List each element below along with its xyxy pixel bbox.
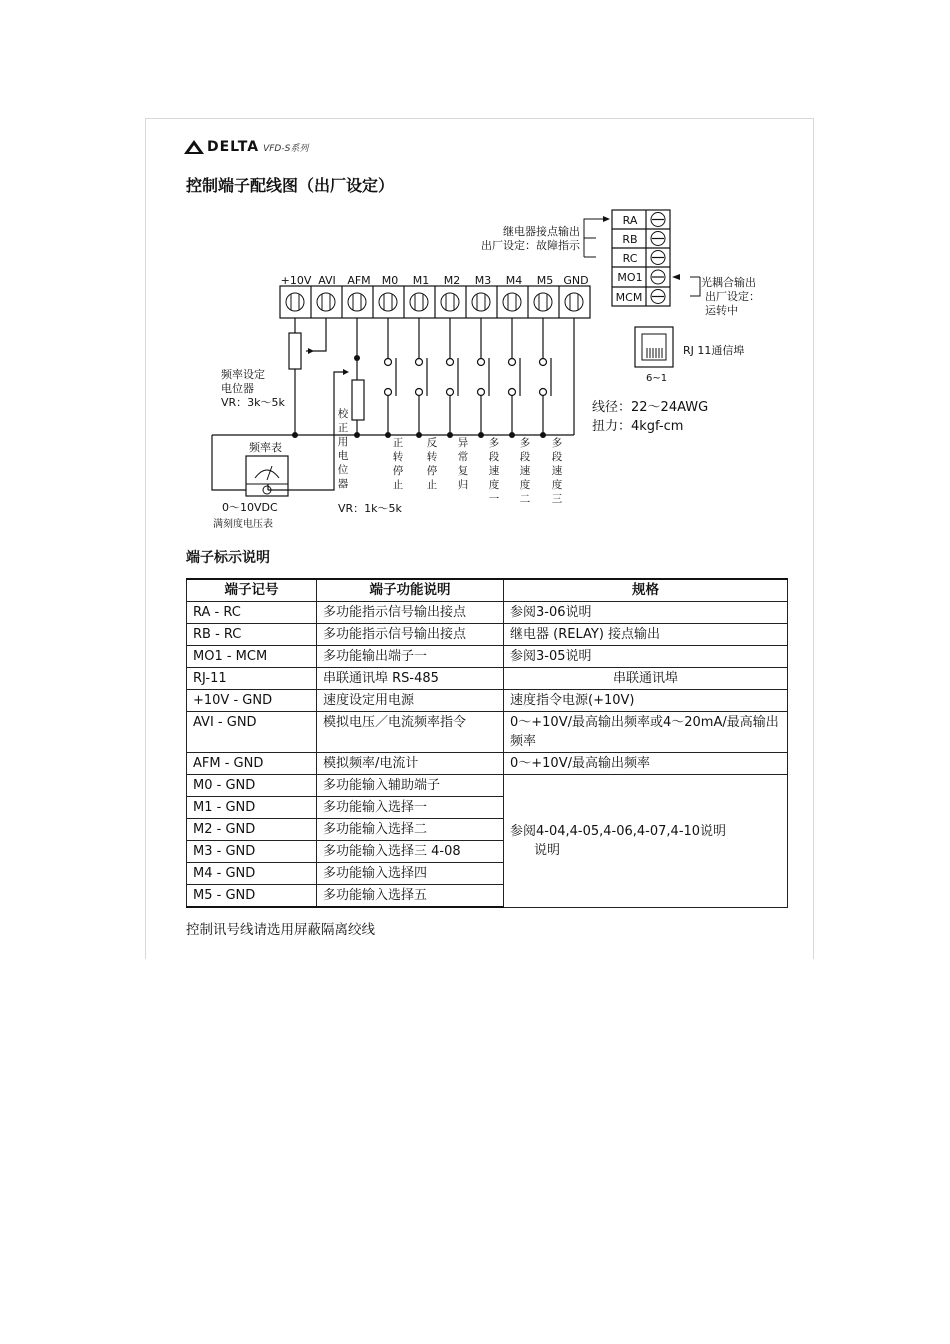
switch-label: 三 bbox=[551, 493, 563, 505]
spec-cell bbox=[504, 668, 788, 690]
terminal-label: M0 bbox=[381, 274, 399, 287]
function-cell: 多功能输出端子一 bbox=[317, 646, 504, 668]
relay-terminal-label: RB bbox=[622, 233, 638, 246]
function-cell: 模拟电压／电流频率指令 bbox=[317, 712, 504, 753]
function-cell: 串联通讯埠 RS-485 bbox=[317, 668, 504, 690]
terminal-label: AFM bbox=[347, 274, 371, 287]
relay-note: 出厂设定：故障指示 bbox=[481, 239, 580, 252]
terminal-cell: AFM - GND bbox=[187, 753, 317, 775]
table-header-row bbox=[187, 579, 788, 602]
terminal-cell: M4 - GND bbox=[187, 863, 317, 885]
relay-terminal-label: MCM bbox=[615, 291, 643, 304]
switch-label: 止 bbox=[426, 479, 438, 491]
cal-label: 位 bbox=[337, 464, 349, 476]
wiring-diagram bbox=[0, 0, 950, 540]
terminal-label: M2 bbox=[443, 274, 461, 287]
merged-spec-line: 参阅4-04,4-05,4-06,4-07,4-10说明 bbox=[510, 823, 727, 839]
rj11-port-icon bbox=[635, 327, 673, 367]
switch-label: 停 bbox=[392, 465, 404, 477]
switch-label: 速 bbox=[551, 465, 563, 477]
vr2-note: VR：1k～5k bbox=[338, 502, 402, 515]
table-row bbox=[187, 753, 788, 775]
switch-label: 度 bbox=[551, 479, 563, 491]
switch-label: 段 bbox=[519, 451, 531, 463]
meter-note: 满刻度电压表 bbox=[213, 519, 273, 530]
spec-cell: 参阅3-05说明 bbox=[504, 646, 788, 668]
cal-label: 用 bbox=[337, 436, 349, 448]
cal-label: 校 bbox=[337, 408, 349, 420]
terminal-label: M3 bbox=[474, 274, 492, 287]
table-row bbox=[187, 646, 788, 668]
switch-label: 一 bbox=[488, 493, 500, 505]
switch-label: 度 bbox=[519, 479, 531, 491]
terminal-cell: RA - RC bbox=[187, 602, 317, 624]
function-cell: 多功能输入选择三 4-08 bbox=[317, 841, 504, 863]
terminal-cell: RJ-11 bbox=[187, 668, 317, 690]
column-header: 端子记号 bbox=[187, 579, 317, 602]
switch-label: 段 bbox=[488, 451, 500, 463]
table-row bbox=[187, 690, 788, 712]
spec-cell: 参阅3-06说明 bbox=[504, 602, 788, 624]
table-row bbox=[187, 775, 788, 797]
function-cell: 多功能输入辅助端子 bbox=[317, 775, 504, 797]
terminal-cell: M0 - GND bbox=[187, 775, 317, 797]
column-header: 规格 bbox=[504, 579, 788, 602]
function-cell: 多功能输入选择一 bbox=[317, 797, 504, 819]
terminal-spec-table bbox=[186, 578, 788, 908]
switch-label: 多 bbox=[488, 437, 500, 449]
terminal-label: M4 bbox=[505, 274, 523, 287]
spec-cell: 0～+10V/最高输出频率或4～20mA/最高输出频率 bbox=[504, 712, 788, 753]
function-cell: 多功能指示信号输出接点 bbox=[317, 602, 504, 624]
terminal-cell: +10V - GND bbox=[187, 690, 317, 712]
terminal-cell: M3 - GND bbox=[187, 841, 317, 863]
page-title: 控制端子配线图（出厂设定） bbox=[186, 176, 395, 195]
section-title: 端子标示说明 bbox=[186, 550, 270, 566]
function-cell: 多功能输入选择二 bbox=[317, 819, 504, 841]
table-row bbox=[187, 712, 788, 753]
opto-note: 运转中 bbox=[705, 304, 738, 317]
function-cell: 多功能指示信号输出接点 bbox=[317, 624, 504, 646]
terminal-label: M5 bbox=[536, 274, 554, 287]
function-cell: 速度设定用电源 bbox=[317, 690, 504, 712]
terminal-label: AVI bbox=[318, 274, 336, 287]
terminal-label: GND bbox=[563, 274, 589, 287]
switch-label: 多 bbox=[551, 437, 563, 449]
switch-label: 归 bbox=[457, 479, 469, 491]
switch-label: 常 bbox=[457, 451, 469, 463]
opto-note: 光耦合输出 bbox=[701, 276, 756, 289]
switch-label: 度 bbox=[488, 479, 500, 491]
switch-label: 多 bbox=[519, 437, 531, 449]
merged-spec-cell bbox=[504, 775, 788, 908]
torque: 扭力：4kgf-cm bbox=[592, 419, 684, 434]
merged-spec-line: 说明 bbox=[534, 842, 561, 858]
spec-cell: 继电器 (RELAY) 接点输出 bbox=[504, 624, 788, 646]
switch-label: 正 bbox=[392, 437, 404, 449]
terminal-label: +10V bbox=[280, 274, 312, 287]
wire-gauge: 线径：22～24AWG bbox=[592, 400, 709, 415]
switch-label: 停 bbox=[426, 465, 438, 477]
switch-label: 复 bbox=[457, 465, 469, 477]
function-cell: 多功能输入选择五 bbox=[317, 885, 504, 908]
cal-label: 器 bbox=[337, 478, 349, 490]
switch-label: 速 bbox=[519, 465, 531, 477]
switch-label: 转 bbox=[392, 451, 404, 463]
terminal-cell: M1 - GND bbox=[187, 797, 317, 819]
rj11-label: RJ 11通信埠 bbox=[683, 344, 745, 357]
relay-terminal-label: RA bbox=[622, 214, 638, 227]
relay-terminal-label: RC bbox=[622, 252, 638, 265]
spec-cell: 0～+10V/最高输出频率 bbox=[504, 753, 788, 775]
footnote: 控制讯号线请选用屏蔽隔离绞线 bbox=[186, 922, 375, 938]
table-row bbox=[187, 602, 788, 624]
terminal-cell: RB - RC bbox=[187, 624, 317, 646]
column-header: 端子功能说明 bbox=[317, 579, 504, 602]
pot-note: 电位器 bbox=[221, 382, 254, 395]
terminal-cell: M2 - GND bbox=[187, 819, 317, 841]
relay-note: 继电器接点输出 bbox=[503, 225, 580, 238]
terminal-label: M1 bbox=[412, 274, 430, 287]
relay-terminal-label: MO1 bbox=[617, 271, 643, 284]
series-name: VFD-S系列 bbox=[263, 143, 309, 154]
switch-label: 二 bbox=[519, 493, 531, 505]
pot-note: 频率设定 bbox=[221, 368, 265, 381]
cal-label: 电 bbox=[337, 450, 349, 462]
table-row bbox=[187, 624, 788, 646]
switch-label: 段 bbox=[551, 451, 563, 463]
meter-label: 频率表 bbox=[249, 441, 282, 454]
meter-range: 0～10VDC bbox=[222, 501, 278, 514]
switch-label: 异 bbox=[457, 437, 469, 449]
spec-cell-text: 串联通讯埠 bbox=[612, 671, 678, 686]
switch-label: 反 bbox=[426, 437, 438, 449]
spec-cell: 速度指令电源(+10V) bbox=[504, 690, 788, 712]
function-cell: 模拟频率/电流计 bbox=[317, 753, 504, 775]
switch-label: 速 bbox=[488, 465, 500, 477]
pot-note: VR：3k～5k bbox=[221, 396, 285, 409]
function-cell: 多功能输入选择四 bbox=[317, 863, 504, 885]
opto-note: 出厂设定： bbox=[705, 290, 760, 303]
switch-label: 止 bbox=[392, 479, 404, 491]
terminal-cell: AVI - GND bbox=[187, 712, 317, 753]
rj11-pins: 6~1 bbox=[646, 373, 668, 384]
brand-name: DELTA bbox=[207, 139, 260, 155]
switch-label: 转 bbox=[426, 451, 438, 463]
terminal-cell: M5 - GND bbox=[187, 885, 317, 908]
terminal-cell: MO1 - MCM bbox=[187, 646, 317, 668]
table-row bbox=[187, 668, 788, 690]
cal-label: 正 bbox=[337, 422, 349, 434]
